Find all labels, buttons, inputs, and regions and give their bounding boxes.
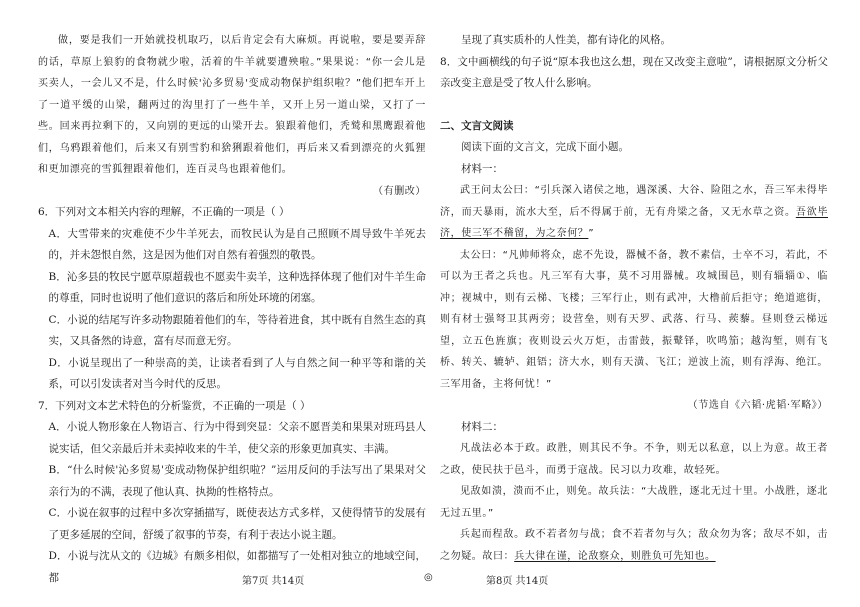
question-7-stem: 7．下列对文本艺术特色的分析鉴赏，不正确的一项是（ ） [38,399,311,412]
center-mark-icon: ◎ [424,572,433,583]
section-intro: 阅读下面的文言文，完成下面小题。 [461,141,629,153]
q6-option-a: A．大雪带来的灾难使不少牛羊死去，而牧民认为是自己照顾不周导致牛羊死去的，并未怨恨自然，这是因为他们对自然有着强烈的敬畏。 [48,227,426,261]
section-title-classical: 二、文言文阅读 [440,119,514,132]
q7-option-d-continued: 呈现了真实质朴的人性美，都有诗化的风格。 [461,34,671,46]
material-2-paragraph-3 [440,524,828,567]
q7-option-b: B．“什么时候'沁多贸易'变成动物保护组织啦？”运用反问的手法写出了果果对父亲行为的不满，表现了他认真、执拗的性格特点。 [48,464,426,498]
story-excerpt: 做，要是我们一开始就投机取巧，以后肯定会有大麻烦。再说啦，要是要弄辞的话，草原上狼豹的食物就少啦，活着的牛羊就要遭殃啦。”果果说：“你一会儿是买卖人，一会儿又不是，什么时候'沁多贸易'变成动物保护组织啦？”他们把车开上了一道平缓的山梁，翻两过的沟里打了一些牛羊，又开上另一道山梁，又打了一些。回来再拉剩下的，又向别的更远的山梁开去。狼跟着他们，秃鹫和黑鹰跟着他们，乌鸦跟着他们，后来又有别雪豹和猞猁跟着他们，再后来又看到漂亮的火狐狸和更加漂亮的雪狐狸跟着他们，连百灵鸟也跟着他们。 [38,35,426,175]
m1-p1-close-quote: ” [588,228,595,239]
q6-option-c: C．小说的结尾写许多动物跟随着他们的车，等待着进食，其中既有自然生态的真实，又具备然的诗意，富有尽而意无穷。 [48,313,426,347]
page-footer [0,572,860,594]
material-2-paragraph-2: 见敌如溃，溃而不止，则免。故兵法：“大战胜，逐北无过十里。小战胜，逐北无过五里。” [440,486,828,519]
material-1-label: 材料一： [461,162,503,175]
material-1-paragraph-1 [440,180,828,245]
right-page [440,30,828,567]
m2-p3-text: 兵起而程敌。政不若者勿与战；食不若者勿与久；敌众勿为客；敌尽不如，击之勿疑。故曰： [440,529,828,562]
material-1-paragraph-2: 太公曰：“凡帅师将众，虑不先设，器械不备，教不素信，士卒不习，若此，不可以为王者之兵也。凡三军有大事，莫不习用器械。攻城围邑，则有辎辎①、临冲；视城中，则有云梯、飞楼；三军行止，则有武冲，大橹前后拒守；绝道遮街，则有材士强弩卫其两旁；设营垒，则有天罗、武落、行马、蒺藜。昼则登云梯远望，立五色旌旗；夜则设云火万炬，击雷鼓，振鼙铎，吹鸣笳；越沟堑，则有飞桥、转关、辘轳、鉏铻；济大水，则有天潢、飞江；逆波上流，则有浮海、绝江。三军用备，主将何忧！” [440,249,828,390]
material-1-source: （节选自《六韬·虎韬·军略》） [687,400,828,411]
source-note: （有删改） [373,185,426,197]
underlined-sentence-2: 兵大律在谨，论敌察众，则胜负可先知也。 [514,550,716,562]
left-page [38,30,426,589]
q6-option-b: B．沁多县的牧民宁愿草原超载也不愿卖牛卖羊，这种选择体现了他们对牛羊生命的尊重，同时也说明了他们意识的落后和所处环境的闭塞。 [48,270,426,304]
underlined-sentence-1: 吾欲毕济，使三军不稽留，为之奈何？ [440,206,828,239]
q7-option-d: D．小说与沈从文的《边城》有颇多相似，如都描写了一处相对独立的地域空间，都 [48,550,426,584]
page-number-left: 第7页 共14页 [242,576,305,587]
material-2-paragraph-1: 凡战法必本于政。政胜，则其民不争。不争，则无以私意，以上为意。故王者之政，使民扶于邑斗，而勇于寇战。民习以力攻难，故轻死。 [440,443,828,476]
q7-option-a: A．小说人物形象在人物语言、行为中得到突显：父亲不愿晋美和果果对班玛县人说实话，但父亲最后并未卖掉收来的牛羊，使父亲的形象更加真实、丰满。 [48,421,426,455]
m1-p1-text: 武王问太公曰：“引兵深入诸侯之地，遇深溪、大谷、险阻之水，吾三军未得毕济，而天暴雨，流水大至，后不得属于前，无有舟梁之备，又无水草之资。 [440,185,828,218]
material-2-label: 材料二： [461,420,503,433]
question-6-stem: 6．下列对文本相关内容的理解，不正确的一项是（ ） [38,206,290,218]
q6-option-d: D．小说呈现出了一种崇高的美，让读者看到了人与自然之间一种平等和谐的关系，可以引发读者对当今时代的反思。 [48,356,426,390]
page-number-right: 第8页 共14页 [486,576,549,587]
q7-option-c: C．小说在叙事的过程中多次穿插描写，既使表达方式多样，又使得情节的发展有了更多延展的空间，舒缓了叙事的节奏，有利于表达小说主题。 [48,507,426,541]
question-8: 8．文中画横线的句子说“原本我也这么想，现在又改变主意啦”，请根据原文分析父亲改变主意是受了牧人什么影响。 [440,55,828,89]
